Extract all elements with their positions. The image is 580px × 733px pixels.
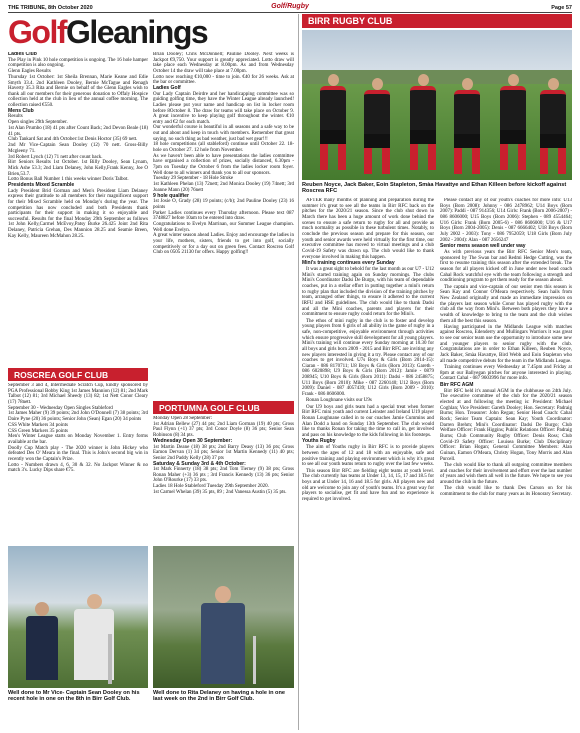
paragraph: The club would like to thank all outgoing committee members and coaches for their involvement and effort over the last number of years and wish them all well in the future. We hope to see you around the club in the future. bbox=[440, 462, 572, 485]
paragraph: The ethos of mini rugby in the club is to foster and develop young players from 6 girls of all ability in the game of rugby in a safe, non-competitive, enjoyable environment through activities which ensure progressive skill development for all young players. Mini's training will continue every Sunday morning at 10.30 for all boys and girls born 2009 - 2015 and Birr RFC are inviting any new players interested in giving it a try. Please contact any of our coaches to get involved. U7s Boys & Girls (Born 2014-15): Ciaran - 086 8170711; U8 Boys & Girls (Born 2013): Gareth - 086 6020898; U9 Boys & Girls (Born 2012): Jamie - 0879 208945; U10 Boys & Girls (Born 2011): Dadsi - 086 2458875; U11 Boys (Born 2010): Mike - 087 2260140; U12 Boys (Born 2009): Daniel - 087 4057439; U12 Girls (Born 2009 - 2010): Frank - 086 8606000. bbox=[302, 318, 434, 398]
paragraph: 1st Adrian Bellew (27) 44 pts; 2nd Liam Gorman (19) 40 pts; Gross Paul Flynn (+1) 37 pts; 3rd Conor Doyle (8) 36 pts; Senior Sean Robinson (8) 34 pts. bbox=[153, 421, 294, 438]
paragraph: Congratulations to Evelyn Marrinan, our Summer League champion. Well done Evelyn. bbox=[153, 222, 294, 233]
paragraph: Men's Winter League starts on Monday November 1. Entry forms available at the bar. bbox=[8, 434, 148, 445]
paragraph: 1st Mark Finnerty (18) 38 pts; 2nd Tom Tierney (9) 38 pts; Gross Ronan Maher (+3) 36 pts ; 3rd Francis Kennedy (13) 36 pts; Senior John O'Rourke (17) 33 pts. bbox=[153, 467, 294, 484]
paragraph: September 30 - Wednesday Open Singles Stableford bbox=[8, 405, 113, 411]
golf-column-1 bbox=[8, 52, 148, 365]
subheading: Presidents Mixed Scramble bbox=[8, 182, 75, 189]
player-figure bbox=[540, 78, 566, 178]
paragraph: Ladies 18 Hole Stableford Tuesday 29th September 2020. bbox=[153, 484, 269, 490]
page-number: Page 57 bbox=[551, 4, 572, 11]
paragraph: It was a great sight to behold for the last month as our U7 - U12 Mini's started training again on Sunday mornings. The clubs Mini's Coordinator Dadsi De Burgo, with his team of dependable coaches, put in a stellar effort in putting together a mini's return to rugby plan that included the division of the training pitches by team, arranged other things, to ensure it adhered to the current IRFU and HSE guidelines. The club would like to thank Dadsi and all the Mini coaches, parents and players for their commitment to ensure rugby could return for the Mini's. bbox=[302, 267, 434, 318]
paragraph: The club would like to thank Des Carson on for his commitment to the club for many years as its Honorary Secretary. bbox=[440, 486, 572, 497]
paragraph: 2nd Mr Vice-Captain Sean Dooley (12) 70 nett. Gross-Billy Mcgleeny 71. bbox=[8, 143, 148, 154]
player-figure bbox=[454, 78, 480, 178]
subheading: Ladies Club bbox=[8, 52, 37, 57]
portumna-golf-club-header: PORTUMNA GOLF CLUB bbox=[153, 401, 294, 414]
roscrea-golf-club-header: ROSCREA GOLF CLUB bbox=[8, 368, 148, 381]
paragraph: Our U9 boys and girls team had a special treat when former Birr RFC mini youth and current Leinster and Ireland U19 player Ronan Loughnane called in to our coaches Jamie Cummins and Alan Dodd a hand on Sunday 13th September. The club would like to thanks Ronan for taking the time to call in, get involved and pass on his knowledge to the kids following in his footsteps. bbox=[302, 404, 434, 438]
paragraph: CSS White Markers 34 points bbox=[8, 422, 68, 428]
paragraph: Lotto Bonus Ball Number 1 this weeks winner Doris Talbot. bbox=[8, 177, 129, 183]
photo-sean-dooley bbox=[8, 546, 148, 688]
player-figure bbox=[320, 74, 346, 174]
publication-date: THE TRIBUNE, 8th October 2020 bbox=[8, 4, 93, 11]
paragraph: 1st Carmel Whelan (39) 35 pts, 89 ; 2nd Vanessa Austin (5) 35 pts. bbox=[153, 490, 287, 496]
subheading: Saturday & Sunday 3rd & 4th October: bbox=[153, 460, 246, 467]
rugby-column-2 bbox=[440, 198, 572, 730]
paragraph: Open singles 29th September. bbox=[8, 120, 68, 126]
subheading: 9 hole qualifier bbox=[153, 192, 189, 199]
paragraph: 1st Alan Prumbo (18) 41 pts after Count Back; 2nd Devon Beale (18) 41 pts. bbox=[8, 126, 148, 137]
golf-gleanings-title bbox=[8, 14, 294, 50]
paragraph: Brian Dooley; Chris McDonnell; Pauline Dooley. Next weeks is Jackpot €9,750. Your support is greatly appreciated. Lotto draw will take place each Wednesday at 8.00pm. As and from Wednesday October 14 the draw will take place at 7.00pm. bbox=[153, 52, 294, 74]
paragraph: This season Birr RFC are fielding eight teams at youth level. The club currently has teams at Under 13, 14, 15, 17 and 18.5 for boys and at Under 14, 16 and 18.5 for girls. All players new and old are welcome to join any of youth's teams. It's a great way for players to socialise, get fit and have fun and no experience is required to get involved. bbox=[302, 468, 434, 502]
paragraph: 1st James Maher (9) 39 points; 2nd John O'Donnell (7) 38 points; 3rd Daire Pyne (20) 36 points; Senior John (Sean) Egan (20) 34 points bbox=[8, 411, 148, 422]
golf-column-2 bbox=[153, 52, 294, 365]
paragraph: Our Lady Captain Deirdre and her handicapping committee was so guiding golfing time, they have the Winter League already launched! Ladies please put your name and handicap on list in locker room before 8October 8. The draw for teams will take place on October 9. A great incentive to keep playing golf throughout the winter. €10 entry and €2 for each match. bbox=[153, 91, 294, 125]
subheading: Wednesday Open 30 September: bbox=[153, 437, 233, 444]
paragraph: Lady President Brid Gorman and Men's President Liam Delaney express their gratitude to all members for their magnificent support for their Mixed Scramble held on Monday's during the year. The competition has now concluded and both Presidents thank participants for their support in making it so enjoyable and successful. Results for the final Monday 29th September as follows 1st John Kelly,Carmel McEvoy,Patsy Burke 26.425 Joint 2nd Rita Delaney, Patricia Grehan, Des Mannion 28.25 and Seamie Breen, Kay Kelly, Maureen McMahon 28.25. bbox=[8, 188, 148, 239]
paragraph: Having participated in the Midlands League with matches against Roscrea, Edenderry and Mullingars Warriors it was great to see our senior team use the opportunity to introduce some new and younger players to senior rugby with the club. Congratulations are in order to Ethan Killeen, Reuben Noyce, Jack Baker, Smàa Havattye, Bird Webb and Eoin Stapleton who all made competitive debuts for the team in the Midlands League. bbox=[440, 324, 572, 364]
paragraph: CSS Green Markers 35 points bbox=[8, 428, 68, 434]
subheading: Youths Rugby bbox=[302, 438, 336, 445]
paragraph: The captain and vice-captain of our senior men this season is Sean Kay and Connor O'Meara respectively. Sean hails from New Zealand originally and made an immediate impression on the players last season while Conor has played rugby with the club all the way from Mini's. Between both players they have a wealth of knowledge to bring to the team and the club wishes them all the best this season. bbox=[440, 284, 572, 324]
paragraph: Training continues every Wednesday at 7.45pm and Friday at 8pm at our Ballyegan pitches for anyone interested in playing. Contact Cahal - 087 9603996 for more info. bbox=[440, 365, 572, 382]
title-gleanings: Gleanings bbox=[65, 14, 208, 50]
column-divider bbox=[298, 14, 299, 730]
paragraph: 1st Martin Deane (18) 38 pts; 2nd Barry Deasy (13) 36 pts; Gross Eamon Dervan (1) 34 pts; Senior 1st Martin Kennedy (11) 40 pts; Senior 2nd Paddy Kelly (28) 37 pts bbox=[153, 444, 294, 461]
paragraph: As with previous years the Birr RFC Senior Men's team, sponsored by The Swan bar and Redmi Hedge Cutting, was the first to resume training this season after the extended break. The season for all players kicked off in June under new head coach Cahal Rock watchful eye with the team following a strength and conditioning program to get them ready for the season ahead. bbox=[440, 250, 572, 284]
birr-rugby-club-header: BIRR RUGBY CLUB bbox=[302, 14, 572, 28]
paragraph: Monday Open 28 September: bbox=[153, 416, 213, 421]
rugby-team-photo bbox=[302, 30, 572, 180]
subheading: Senior mens season well under way bbox=[440, 242, 526, 249]
paragraph: Lotto - Numbers drawn 4, 6, 30 & 32. No Jackpot Winner & no match 3's. Lucky Dips share €75. bbox=[8, 462, 148, 474]
title-golf: Golf bbox=[8, 14, 66, 50]
rugby-photo-caption: Reuben Noyce, Jack Baker, Eoin Stapleton, Smàa Havattye and Ethan Killeen before kickoff against Roscrea RFC bbox=[302, 182, 567, 195]
section-label: Golf/Rugby bbox=[271, 3, 309, 10]
rugby-column-1 bbox=[302, 198, 434, 730]
paragraph: AFTER many months of planning and preparation during the summer it's great to see all the teams in Birr RFC back on the pitches for the 2020/21 season. Since the club shut down in March there has been a huge amount of work done behind the scenes to ensure a safe return to rugby for all and provide as much normality as possible in these turbulent times. Notably, to conclude the previous season and prepare for this season, our youth and senior awards were held virtually for the first time, our executive committee has moved to virtual meetings and a club Covid-19 Safety was drawn up. The club would like to thank everyone involved in making this happen. bbox=[302, 198, 434, 260]
page-header bbox=[8, 3, 572, 13]
caption-rita-delaney: Well done to Rita Delaney on having a hole in one last week on the 2nd in Birr Golf Club. bbox=[153, 690, 285, 703]
player-figure bbox=[364, 78, 390, 178]
paragraph: Results bbox=[8, 114, 23, 120]
subheading: Birr RFC AGM bbox=[440, 381, 474, 388]
photo-rita-delaney bbox=[153, 546, 294, 688]
paragraph: Thursday 1st October: 1st Sheila Brennan, Marie Keane and Edie Smyth 33.4. 2nd Kathleen Dooley, Bernie McTague and Renagh Haverty 35.3 Rita and Bernie on behalf of the Glenn Eagles wish to thank all our members for their generous donation to Offaly Hospice collection held at the club in lieu of the annual coffee morning. The collection raised €550. bbox=[8, 74, 148, 108]
paragraph: Lotto now reaching €10,000 - time to join. €40 for 26 weeks. Ask at the bar or committee. bbox=[153, 74, 294, 86]
paragraph: Doolly Cup Match play - The 2020 winner is John Hickey who defeated Des O' Meara in the final. This is John's second big win in recently won the Captain's Prize. bbox=[8, 445, 148, 462]
paragraph: Birr RFC held it's annual AGM in the clubhouse on 24th July. The executive committee of the club for the 2020/21 season elected at and following the meeting is: President: Michael Coghlan; Vice President: Gareth Dooley; Hon. Secretary: Padraig Burns; Hon. Treasurer: John Regan; Senior Head Coach: Cahal Rock; Senior Team Captain: Sean Kay; Youth Coordinator: Darren Brehm; Mini's Coordinator: Dadsi De Burgo; Club Welfare Officer: Frank Higgins; Public Relations Officer: Padraig Burns; Club Community Rugby Officer: Denis Ross; Club Covid-19 Safety Officer: Louisea Burke; Club Disciplinary Officer: Brian Hogan; General Committee Members: Alan Guinan, Eamon O'Meara, Christy Hogan, Tony Morris and Alan Purcell. bbox=[440, 388, 572, 462]
paragraph: Birr Seniors Results 1st October. 1st Billy Dooley, Sean Lynam, Mick Ashe 53.3; 2nd Liam Delaney, John Kelly,Frank Kenny, Joe O Brien,53.7. bbox=[8, 160, 148, 177]
paragraph: Parker Ladies continues every Thursday afternoon. Please text 087 3748827 before 10am to be entered into draw. bbox=[153, 210, 294, 222]
portumna-golf-body bbox=[153, 416, 294, 541]
paragraph: Ronan Loughnane visits our U9s bbox=[306, 398, 372, 404]
roscrea-golf-body bbox=[8, 383, 148, 543]
paragraph: September 3 and 4, Intermediate Scratch Cup, kindly sponsored by PGA Professional Bobby King 1st James Mannion (12) 81; 2nd Mark Talbot (12) 81; 3rd Michael Sheedy (13) 82; 1st Nett Conor Cleary (17) 78nett. bbox=[8, 383, 148, 405]
player-figure bbox=[500, 74, 526, 174]
paragraph: Glenn Eagles Results bbox=[8, 69, 51, 75]
paragraph: Our wonderful course is beautiful in all seasons and a safe way to be out and about and keep in touch with members. Remember that great saying, no such thing as bad weather, just bad wet gear!!! bbox=[153, 125, 294, 142]
paragraph: 18 hole competitions (all stableford) continue until October 22. 18-hole on October 27. 12 hole from November. bbox=[153, 142, 294, 154]
subheading: Mens Club bbox=[8, 107, 34, 114]
paragraph: 1st Josie O, Grady (28) 19 points; (c/b); 2nd Pauline Dooley (23) 16 points bbox=[153, 199, 294, 210]
paragraph: Tuesday 29 September - 18 Hole Stroke bbox=[153, 176, 234, 182]
paragraph: 3rd Robert Lynch (12) 71 nett after count back. bbox=[8, 154, 103, 160]
player-figure bbox=[410, 74, 436, 174]
paragraph: 1st Kathleen Phelan (13) 72nett; 2nd Monica Dooley (19) 74nett; 3rd Joanne Mann (20) 76nett bbox=[153, 182, 294, 193]
caption-sean-dooley: Well done to Mr Vice- Captain Sean Dooley on his recent hole in one on the 8th in Birr Golf Club. bbox=[8, 690, 140, 703]
paragraph: A great winter season ahead Ladies. Enjoy and encourage the ladies in your life, mothers, sisters, friends to get into golf, socially competitively or for a day out on green fees. Contact Roscrea Golf Club on 0505 21130 for offers. Happy golfing!! bbox=[153, 233, 294, 256]
paragraph: Club Tankard Sat and 4th October:1st Denis Hoctor (35) 69 nett. bbox=[8, 137, 138, 143]
paragraph: As we haven't been able to have presentations the ladies committee have organised a collection of prizes, socially distanced, 6.30pm - 7pm on Tuesday the October 6 from the ladies locker room foyer. Well done to all winners and thank you to all our sponsors. bbox=[153, 153, 294, 176]
paragraph: Please contact any of our youth's coaches for more info: U13 Boys (Born 2008): Johnny - 086 2478962; U14 Boys (Born 2007): Paddi - 087 914356; U14 Girls: Frank (Born 2006-2007) - 086 8606000; U15 Boys (Born 2006): Stephen - 089 4554464; U16 Girls: Frank (Born 2005-6) - 086 8606000; U16 & U17 Boys (Born 2004-2005): Denis - 087 6666402; U18 Boys (Born July 2002 - 2003): Tony - 086 7952059; U18 Girls (Born July 2002 - 2004): Alan - 087 2656247 bbox=[440, 198, 572, 243]
subheading: Mini's training continues every Sunday bbox=[302, 259, 395, 266]
paragraph: The Play in Pink 10 hole competition is ongoing. The 16 hole hamper competition is also ongoing. bbox=[8, 57, 148, 69]
paragraph: The aim of Youths rugby in Birr RFC is to provide players between the ages of 12 and 18 with an enjoyable, safe and positive training and playing environment which is why it's great to see all our youth teams return to rugby over the last few weeks. bbox=[302, 445, 434, 468]
subheading: Ladies Golf bbox=[153, 84, 181, 91]
